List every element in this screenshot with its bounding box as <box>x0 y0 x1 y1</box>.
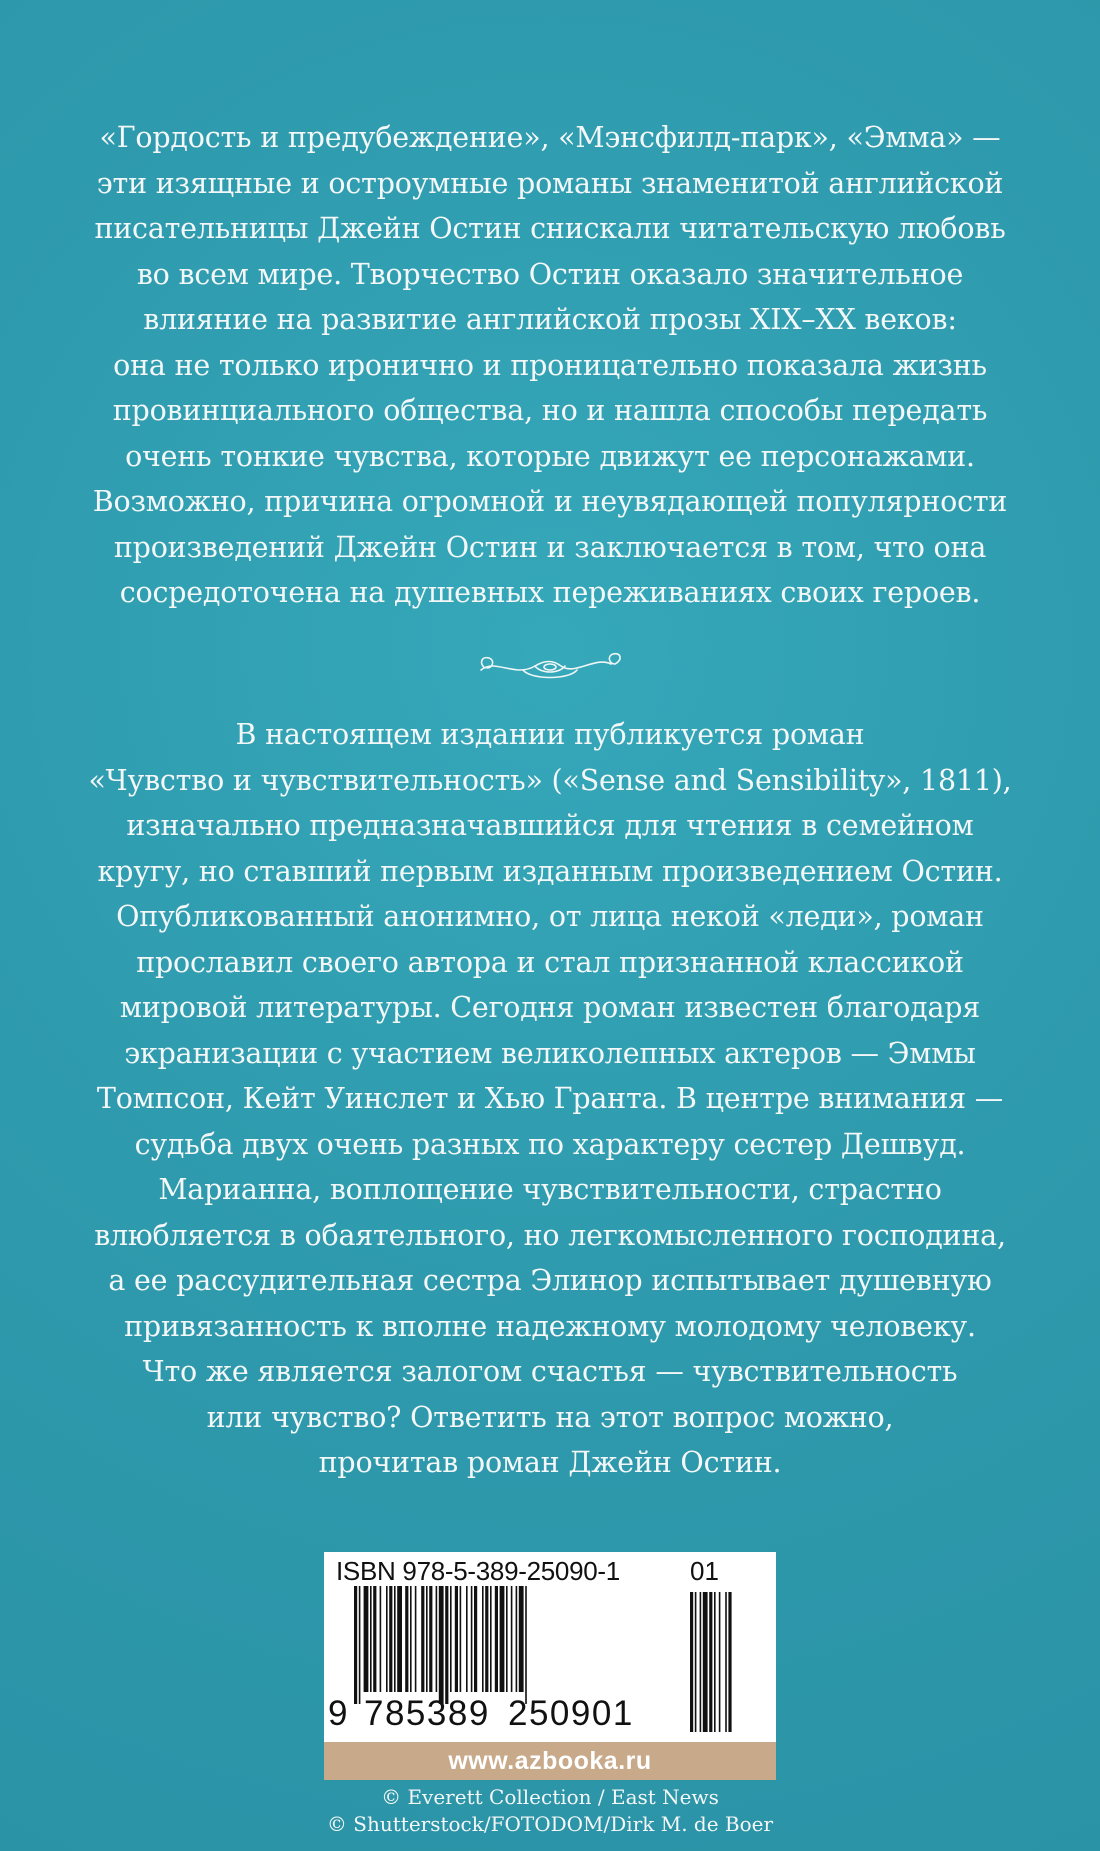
text-line: провинциального общества, но и нашла способы передать <box>112 394 988 427</box>
text-line: экранизации с участием великолепных актеров — Эммы <box>124 1036 976 1070</box>
barcode-bar <box>445 1586 448 1704</box>
barcode-bar <box>466 1586 468 1692</box>
addon-bar <box>690 1592 693 1732</box>
barcode-bar <box>516 1586 518 1692</box>
text-line: привязанность к вполне надежному молодому человеку. <box>124 1309 976 1343</box>
text-line: изначально предназначавшийся для чтения в семейном <box>126 809 974 842</box>
addon-bar <box>700 1592 702 1732</box>
barcode-bar <box>410 1586 412 1692</box>
text-line: «Гордость и предубеждение», «Мэнсфилд-парк», «Эмма» — <box>99 121 1001 154</box>
barcode-bar <box>370 1586 372 1692</box>
text-line: эти изящные и остроумные романы знаменитой английской <box>96 166 1004 200</box>
credit-line: © Everett Collection / East News <box>381 1785 719 1809</box>
barcode-bar <box>426 1586 428 1692</box>
barcode-digits-right: 250901 <box>508 1694 634 1733</box>
addon-bar <box>714 1592 716 1732</box>
barcode-bar <box>429 1586 432 1692</box>
barcode-bar <box>485 1586 488 1692</box>
text-line: очень тонкие чувства, которые движут ее персонажами. <box>125 439 975 473</box>
barcode-bar <box>394 1586 396 1692</box>
text-line: во всем мире. Творчество Остин оказало значительное <box>136 257 964 291</box>
annotation-paragraph-1 <box>60 115 1040 616</box>
barcode-bar <box>525 1586 527 1704</box>
text-line: В настоящем издании публикуется роман <box>235 718 865 751</box>
publisher-website: www.azbooka.ru <box>448 1747 652 1775</box>
addon-bar <box>709 1592 712 1732</box>
credit-line: © Shutterstock/FOTODOM/Dirk M. de Boer <box>326 1812 774 1836</box>
barcode-bar <box>405 1586 408 1692</box>
text-line: судьба двух очень разных по характеру сестер Дешвуд. <box>134 1127 966 1161</box>
text-line: влияние на развитие английской прозы XIX–XX веков: <box>143 303 957 336</box>
addon-bar <box>728 1592 731 1732</box>
barcode-digit-first: 9 <box>328 1694 348 1733</box>
barcode-bar <box>421 1586 424 1692</box>
barcode-bar <box>380 1586 382 1692</box>
text-line: она не только иронично и проницательно показала жизнь <box>113 348 987 382</box>
text-line: а ее рассудительная сестра Элинор испытывает душевную <box>108 1264 992 1297</box>
barcode-bar <box>474 1586 477 1692</box>
addon-bar <box>695 1592 697 1732</box>
barcode-bar <box>450 1586 452 1692</box>
isbn-addon-code: 01 <box>690 1556 719 1586</box>
barcode-digits-left: 785389 <box>364 1694 490 1733</box>
barcode-bar <box>482 1586 484 1692</box>
text-line: Что же является залогом счастья — чувствительность <box>142 1355 958 1388</box>
barcode-bar <box>471 1586 473 1692</box>
text-line: писательницы Джейн Остин снискали читательскую любовь <box>94 212 1006 245</box>
text-line: влюбляется в обаятельного, но легкомысленного господина, <box>94 1218 1006 1252</box>
barcode-bar <box>500 1586 505 1692</box>
barcode-bar <box>364 1586 369 1692</box>
barcode-bar <box>490 1586 492 1692</box>
text-line: прославил своего автора и стал признанной классикой <box>136 945 964 979</box>
isbn-label: ISBN 978-5-389-25090-1 <box>336 1556 620 1586</box>
text-line: мировой литературы. Сегодня роман известен благодаря <box>119 991 981 1024</box>
barcode-bar <box>519 1586 524 1692</box>
publisher-website-bar <box>324 1742 776 1780</box>
addon-bar <box>719 1592 721 1732</box>
addon-bar <box>703 1592 708 1732</box>
barcode-bar <box>373 1586 376 1692</box>
text-line: Возможно, причина огромной и неувядающей популярности <box>92 485 1008 518</box>
barcode-bar <box>511 1586 513 1692</box>
text-line: Томпсон, Кейт Уинслет и Хью Гранта. В центре внимания — <box>96 1082 1004 1115</box>
flourish-ornament-icon <box>475 648 625 684</box>
text-line: Марианна, воплощение чувствительности, страстно <box>158 1173 942 1206</box>
barcode-bar <box>386 1586 388 1692</box>
barcode-bar <box>506 1586 508 1692</box>
barcode-bar <box>397 1586 402 1692</box>
barcode-bar <box>389 1586 392 1692</box>
photo-credits <box>250 1784 850 1838</box>
text-line: прочитав роман Джейн Остин. <box>318 1446 782 1479</box>
barcode-bar <box>415 1586 417 1692</box>
text-line: «Чувство и чувствительность» («Sense and Sensibility», 1811), <box>88 763 1012 797</box>
annotation-paragraph-2 <box>60 712 1040 1486</box>
text-line: кругу, но ставший первым изданным произведением Остин. <box>97 854 1003 888</box>
text-line: сосредоточена на душевных переживаниях своих героев. <box>119 576 981 609</box>
text-line: произведений Джейн Остин и заключается в том, что она <box>113 530 987 564</box>
barcode-bar <box>460 1586 462 1692</box>
barcode-bar <box>354 1586 357 1704</box>
barcode-bar <box>439 1586 444 1704</box>
barcode-bar <box>436 1586 438 1692</box>
text-line: или чувство? Ответить на этот вопрос можно, <box>206 1400 894 1434</box>
barcode-bar <box>359 1586 361 1704</box>
isbn-barcode <box>324 1552 776 1742</box>
barcode-bar <box>455 1586 458 1692</box>
barcode-bar <box>495 1586 498 1692</box>
addon-bar <box>725 1592 727 1732</box>
text-line: Опубликованный анонимно, от лица некой «леди», роман <box>116 900 984 933</box>
